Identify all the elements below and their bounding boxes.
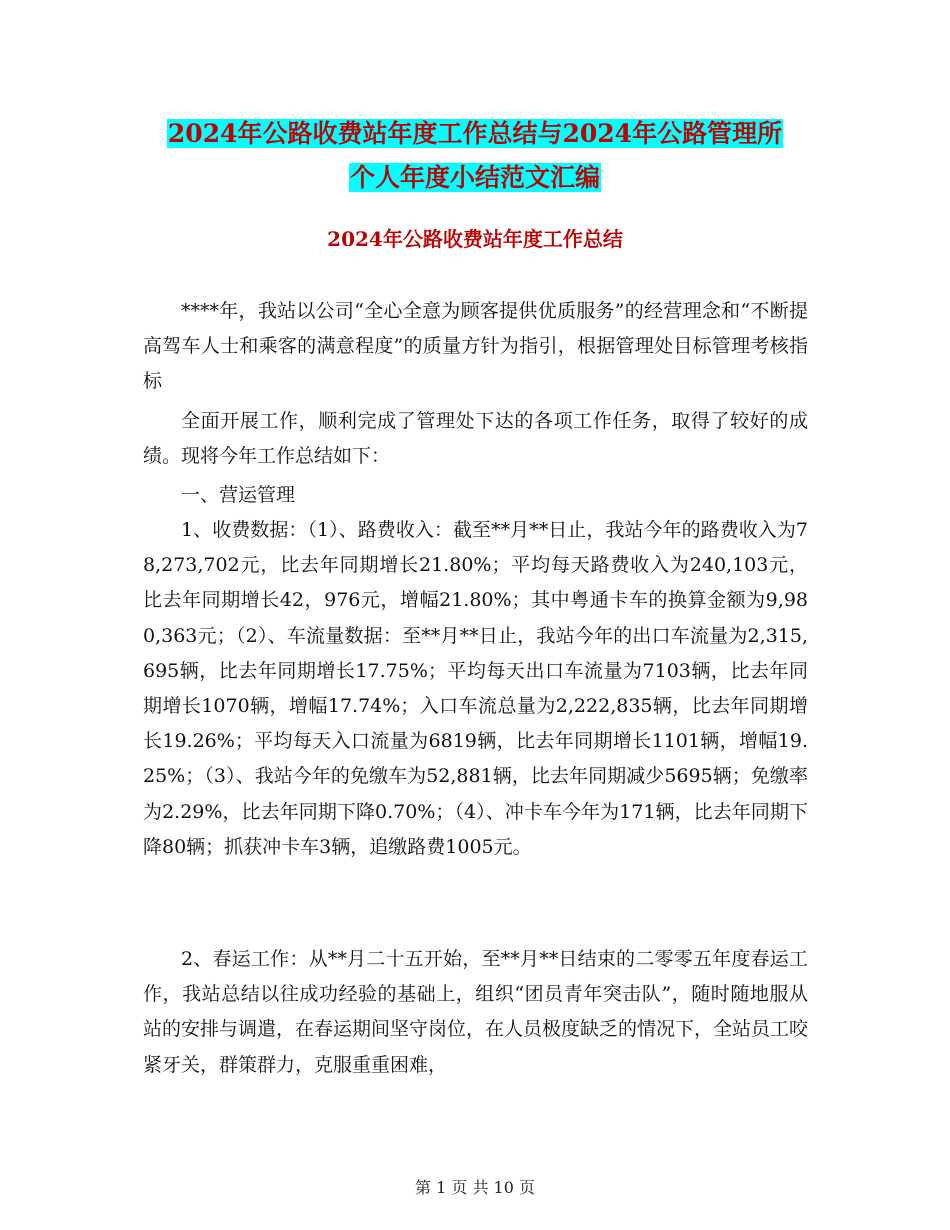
section-title: 2024年公路收费站年度工作总结 — [327, 227, 623, 251]
footer-suffix: 页 — [519, 1178, 536, 1197]
heading-operations: 一、营运管理 — [181, 484, 296, 506]
footer-middle: 页 共 — [451, 1178, 489, 1197]
paragraph-spring-transport: 2、春运工作：从**月二十五开始，至**月**日结束的二零零五年度春运工作，我站总结以往成功经验的基础上，组织“团员青年突击队”，随时随地服从站的安排与调遣，在春运期间坚守岗位，在人员极度缺乏的情况下，全站员工咬紧牙关，群策群力，克服重重困难， — [143, 948, 809, 1076]
page-footer — [0, 1178, 950, 1198]
paragraph-intro: ****年，我站以公司“全心全意为顾客提供优质服务”的经营理念和“不断提高驾车人士和乘客的满意程度”的质量方针为指引，根据管理处目标管理考核指标 — [143, 300, 808, 393]
document-title — [0, 112, 950, 200]
paragraph-overview: 全面开展工作，顺利完成了管理处下达的各项工作任务，取得了较好的成绩。现将今年工作总结如下： — [143, 410, 808, 468]
footer-page-number: 1 — [436, 1178, 447, 1197]
title-line-2: 个人年度小结范文汇编 — [349, 163, 600, 192]
paragraph-toll-data: 1、收费数据：（1）、路费收入：截至**月**日止，我站今年的路费收入为78,273,702元，比去年同期增长21.80%；平均每天路费收入为240,103元，比去年同期增长42，976元，增幅21.80%；其中粤通卡车的换算金额为9,980,363元；（2）、车流量数据：至**月**日止，我站今年的出口车流量为2,315,695辆，比去年同期增长17.75%；平均每天出口车流量为7103辆，比去年同期增长1070辆，增幅17.74%；入口车流总量为2,222,835辆，比去年同期增长19.26%；平均每天入口流量为6819辆，比去年同期增长1101辆，增幅19.25%；（3）、我站今年的免缴车为52,881辆，比去年同期减少5695辆；免缴率为2.29%，比去年同期下降0.70%；（4）、冲卡车今年为171辆，比去年同期下降80辆；抓获冲卡车3辆，追缴路费1005元。 — [143, 519, 808, 858]
title-line-1: 2024年公路收费站年度工作总结与2024年公路管理所 — [167, 119, 783, 148]
footer-page-total: 10 — [493, 1178, 514, 1197]
footer-prefix: 第 — [414, 1178, 431, 1197]
